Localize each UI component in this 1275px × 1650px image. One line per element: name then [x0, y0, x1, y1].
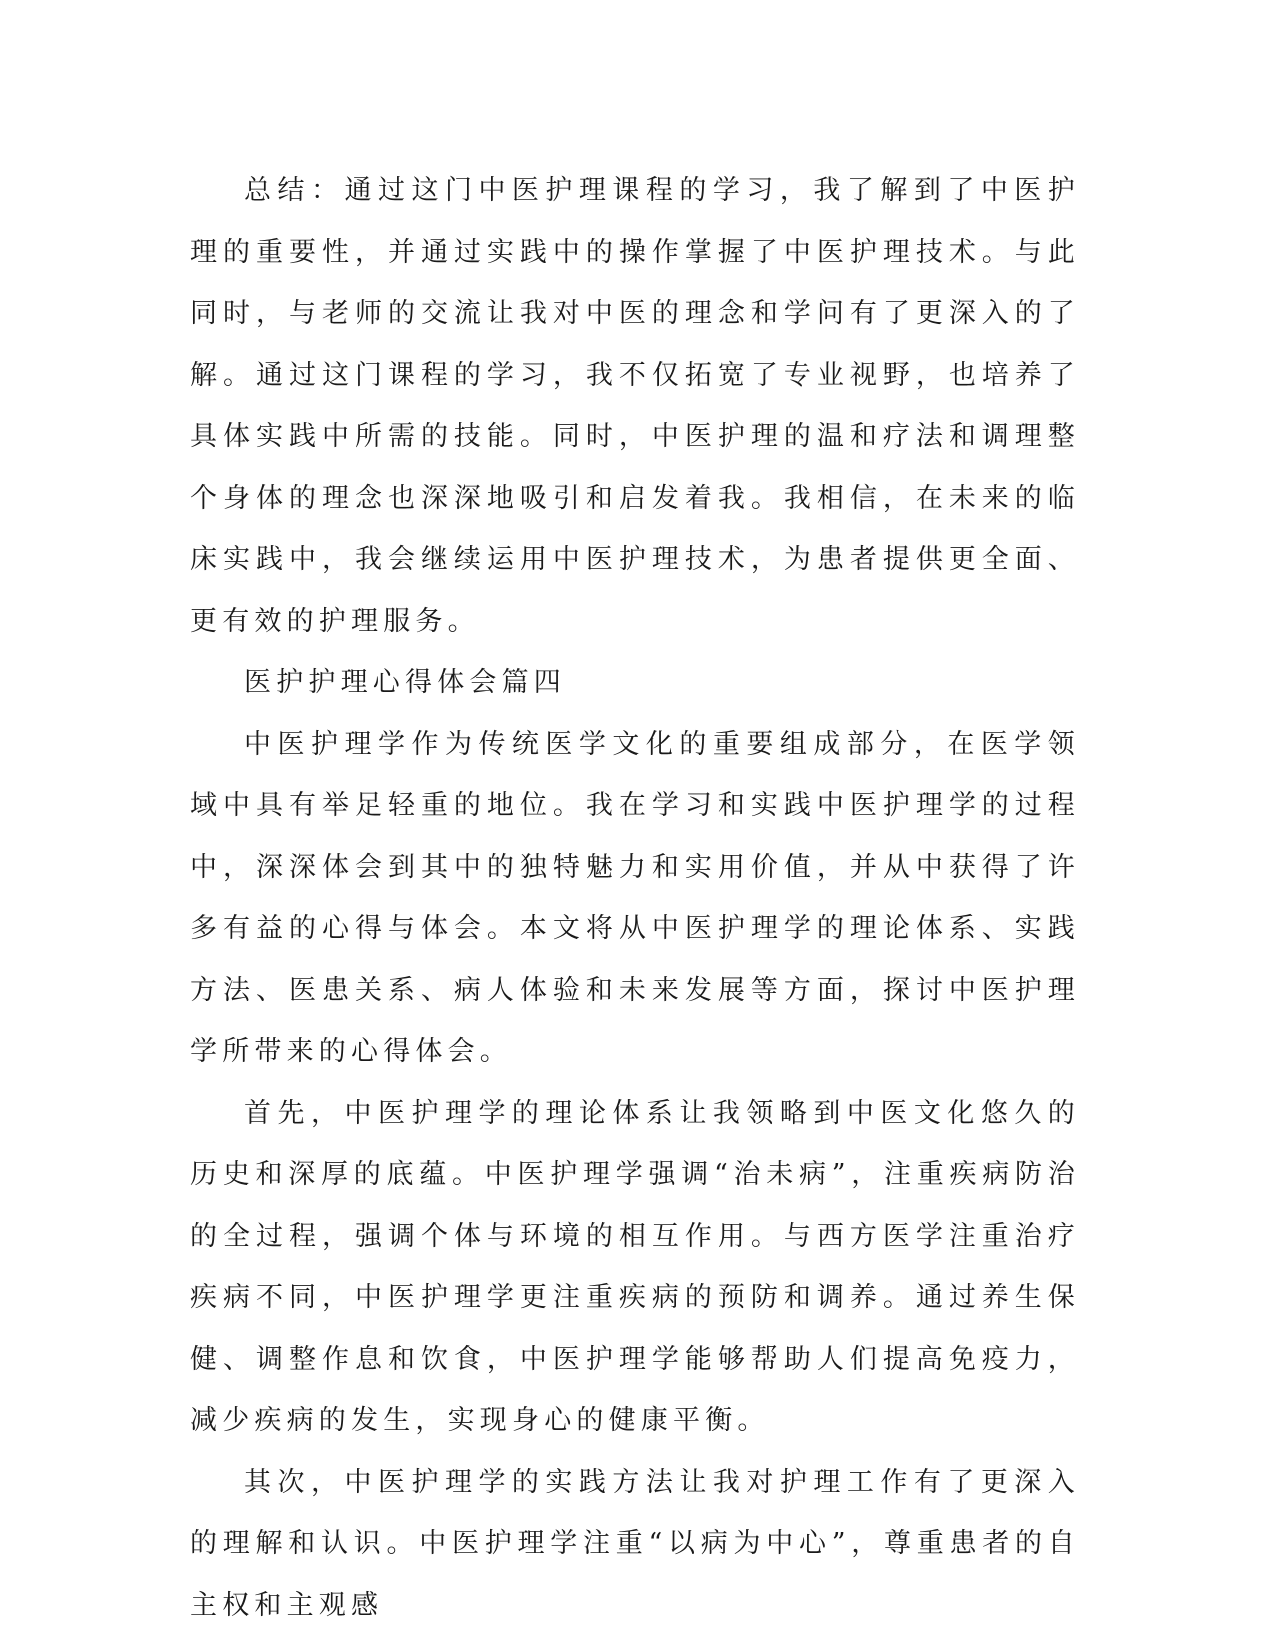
paragraph-first: 首先，中医护理学的理论体系让我领略到中医文化悠久的历史和深厚的底蕴。中医护理学强调“治未病”，注重疾病防治的全过程，强调个体与环境的相互作用。与西方医学注重治疗疾病不同，中医护理学更注重疾病的预防和调养。通过养生保健、调整作息和饮食，中医护理学能够帮助人们提高免疫力，减少疾病的发生，实现身心的健康平衡。 [190, 1097, 1080, 1436]
paragraph-summary: 总结：通过这门中医护理课程的学习，我了解到了中医护理的重要性，并通过实践中的操作掌握了中医护理技术。与此同时，与老师的交流让我对中医的理念和学问有了更深入的了解。通过这门课程的学习，我不仅拓宽了专业视野，也培养了具体实践中所需的技能。同时，中医护理的温和疗法和调理整个身体的理念也深深地吸引和启发着我。我相信，在未来的临床实践中，我会继续运用中医护理技术，为患者提供更全面、更有效的护理服务。 [190, 175, 1080, 637]
paragraph-second: 其次，中医护理学的实践方法让我对护理工作有了更深入的理解和认识。中医护理学注重“以病为中心”，尊重患者的自主权和主观感 [190, 1466, 1080, 1621]
paragraph-intro: 中医护理学作为传统医学文化的重要组成部分，在医学领域中具有举足轻重的地位。我在学习和实践中医护理学的过程中，深深体会到其中的独特魅力和实用价值，并从中获得了许多有益的心得与体会。本文将从中医护理学的理论体系、实践方法、医患关系、病人体验和未来发展等方面，探讨中医护理学所带来的心得体会。 [190, 728, 1080, 1067]
document-body [190, 160, 1080, 1636]
section-heading: 医护护理心得体会篇四 [244, 667, 566, 698]
